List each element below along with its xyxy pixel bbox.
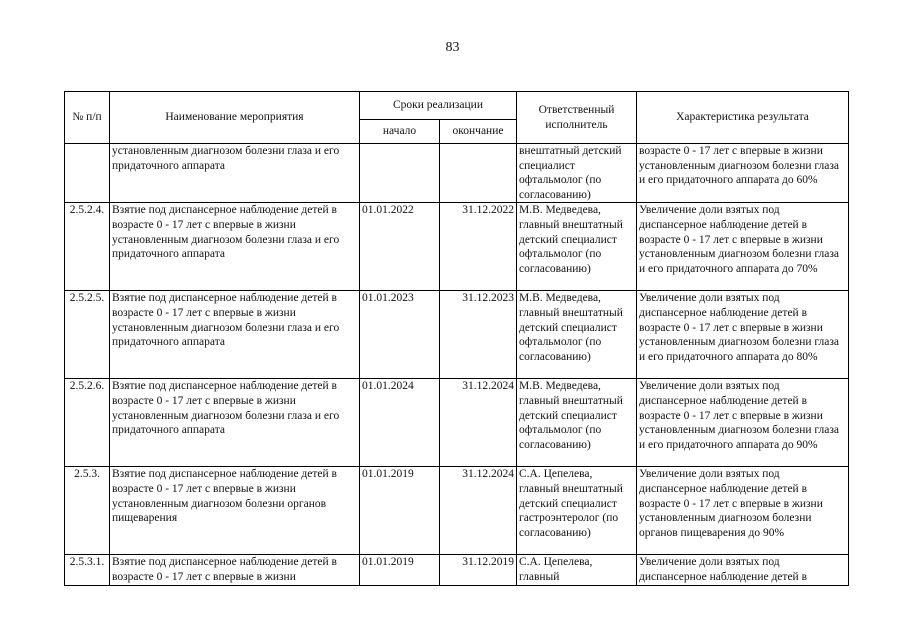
- header-num: № п/п: [65, 92, 110, 144]
- table-row: [65, 467, 849, 555]
- row-end: [440, 144, 517, 203]
- row-end: 31.12.2024: [440, 467, 517, 555]
- row-num: 2.5.3.1.: [65, 555, 110, 585]
- row-start: [360, 144, 440, 203]
- table-row: [65, 291, 849, 379]
- row-name: Взятие под диспансерное наблюдение детей в возрасте 0 - 17 лет с впервые в жизни установленным диагнозом болезни глаза и его придаточного аппарата: [110, 291, 360, 379]
- row-end: 31.12.2024: [440, 379, 517, 467]
- header-responsible: Ответственный исполнитель: [517, 92, 637, 144]
- row-name: Взятие под диспансерное наблюдение детей в возрасте 0 - 17 лет с впервые в жизни установленным диагнозом болезни глаза и его придаточного аппарата: [110, 203, 360, 291]
- row-result: Увеличение доли взятых под диспансерное наблюдение детей в возрасте 0 - 17 лет с впервые в жизни установленным диагнозом болезни глаза и его придаточного аппарата до 80%: [637, 291, 849, 379]
- header-name: Наименование мероприятия: [110, 92, 360, 144]
- table-row: [65, 379, 849, 467]
- row-responsible: внештатный детский специалист офтальмолог (по согласованию): [517, 144, 637, 203]
- row-num: [65, 144, 110, 203]
- row-end: 31.12.2022: [440, 203, 517, 291]
- row-num: 2.5.2.5.: [65, 291, 110, 379]
- table-row: [65, 203, 849, 291]
- page-number: 83: [445, 40, 460, 55]
- row-result: Увеличение доли взятых под диспансерное наблюдение детей в возрасте 0 - 17 лет с впервые в жизни установленным диагнозом болезни глаза и его придаточного аппарата до 70%: [637, 203, 849, 291]
- row-start: 01.01.2022: [360, 203, 440, 291]
- activities-table: [64, 91, 849, 586]
- table-row: [65, 144, 849, 203]
- row-name: Взятие под диспансерное наблюдение детей в возрасте 0 - 17 лет с впервые в жизни установленным диагнозом болезни органов пищеварения: [110, 467, 360, 555]
- row-end: 31.12.2019: [440, 555, 517, 585]
- row-result: Увеличение доли взятых под диспансерное наблюдение детей в возрасте 0 - 17 лет с впервые в жизни установленным диагнозом болезни органов пищеварения до 90%: [637, 467, 849, 555]
- header-terms: Сроки реализации: [360, 92, 517, 120]
- row-start: 01.01.2019: [360, 467, 440, 555]
- row-name: установленным диагнозом болезни глаза и его придаточного аппарата: [110, 144, 360, 203]
- header-result: Характеристика результата: [637, 92, 849, 144]
- row-name: Взятие под диспансерное наблюдение детей в возрасте 0 - 17 лет с впервые в жизни установленным диагнозом болезни глаза и его придаточного аппарата: [110, 379, 360, 467]
- row-num: 2.5.3.: [65, 467, 110, 555]
- row-result: Увеличение доли взятых под диспансерное наблюдение детей в: [637, 555, 849, 585]
- row-responsible: М.В. Медведева, главный внештатный детский специалист офтальмолог (по согласованию): [517, 203, 637, 291]
- row-result: возрасте 0 - 17 лет с впервые в жизни установленным диагнозом болезни глаза и его придаточного аппарата до 60%: [637, 144, 849, 203]
- row-start: 01.01.2023: [360, 291, 440, 379]
- row-num: 2.5.2.4.: [65, 203, 110, 291]
- row-num: 2.5.2.6.: [65, 379, 110, 467]
- row-end: 31.12.2023: [440, 291, 517, 379]
- table-row: [65, 555, 849, 585]
- header-start: начало: [360, 120, 440, 144]
- row-responsible: С.А. Цепелева, главный внештатный детский специалист гастроэнтеролог (по согласованию): [517, 467, 637, 555]
- row-responsible: М.В. Медведева, главный внештатный детский специалист офтальмолог (по согласованию): [517, 291, 637, 379]
- row-responsible: С.А. Цепелева, главный: [517, 555, 637, 585]
- row-start: 01.01.2019: [360, 555, 440, 585]
- row-result: Увеличение доли взятых под диспансерное наблюдение детей в возрасте 0 - 17 лет с впервые в жизни установленным диагнозом болезни глаза и его придаточного аппарата до 90%: [637, 379, 849, 467]
- row-start: 01.01.2024: [360, 379, 440, 467]
- row-responsible: М.В. Медведева, главный внештатный детский специалист офтальмолог (по согласованию): [517, 379, 637, 467]
- row-name: Взятие под диспансерное наблюдение детей в возрасте 0 - 17 лет с впервые в жизни: [110, 555, 360, 585]
- header-end: окончание: [440, 120, 517, 144]
